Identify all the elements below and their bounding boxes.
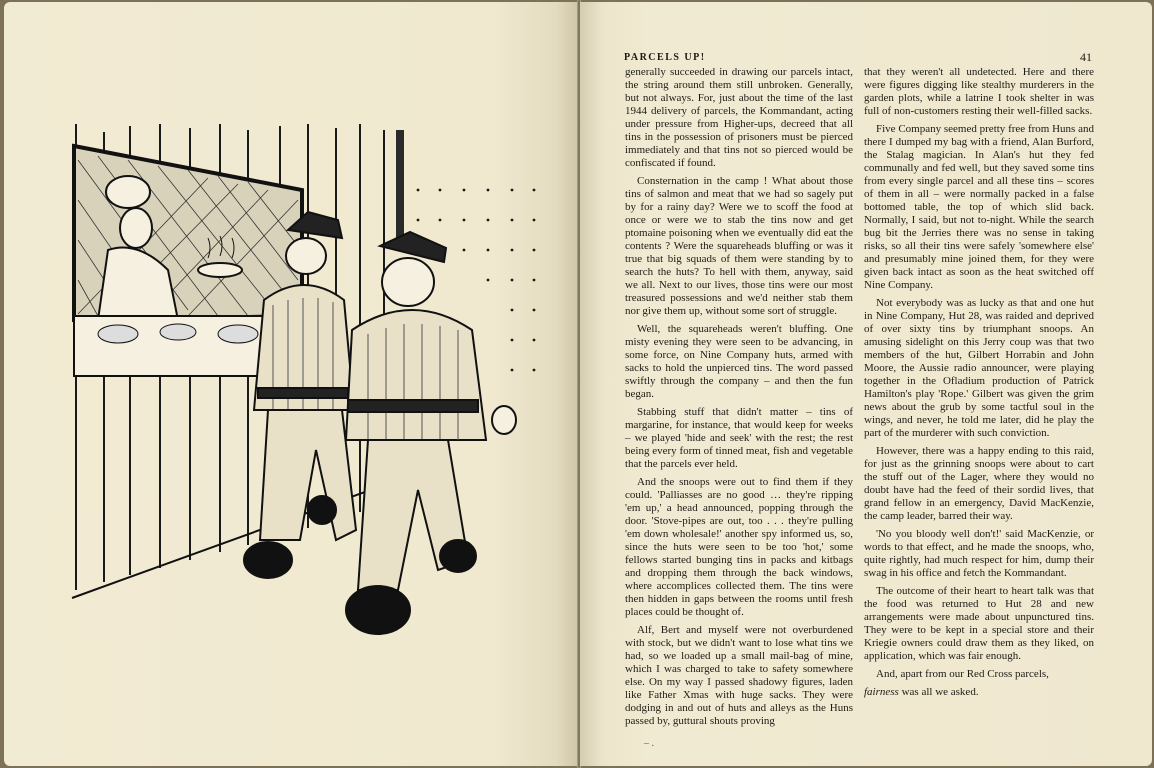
paragraph: Not everybody was as lucky as that and one hut in Nine Company, Hut 28, was raided and deprived of over sixty tins by triumphant snoops. An amusing sidelight on this Jerry coup was that two members of the hut, Gilbert Horrabin and John Moore, the Aussie radio announcer, were playing together in the Ofladium production of Patrick Hamilton's play 'Rope.' Gilbert was given the grim news about the grub by some tactful soul in the wings, and never, he told me later, did he play the part of the murderer with such conviction. — [864, 297, 1094, 439]
left-page — [4, 2, 578, 766]
cartoon-two-guards-and-cook-icon — [68, 120, 548, 660]
text-column-left — [625, 66, 853, 733]
paragraph: And the snoops were out to find them if they could. 'Palliasses are no good … they're ripping 'em up,' a head announced, popping through the door. 'Stove-pipes are out, too . . . they're pulling 'em down wholesale!' another spy informed us, so, since the huts were seen to be too 'hot,' some fellows started bunging tins in packs and kitbags and dropping them through the back windows, where accomplices collected them. The tins were then hidden in gaps between the rooms until fresh places could be thought of. — [625, 476, 853, 618]
page-number: 41 — [1080, 50, 1092, 64]
text-column-right — [864, 66, 1094, 704]
paragraph: Five Company seemed pretty free from Huns and there I dumped my bag with a friend, Alan Burford, the Stalag magician. In Alan's hut they fed communally and fed well, but they saved some tins from every single parcel and all these tins – scores of them in all – were normally packed in a false bottomed table, the top of which slid back. Normally, I said, but not to-night. While the search bug bit the Jerries there was no sense in taking risks, so all their tins were safely 'somewhere else' and presumably mine joined them, for they were given back intact as soon as the heat switched off Nine Company. — [864, 123, 1094, 291]
italic-word: fairness — [864, 686, 899, 698]
paragraph: 'No you bloody well don't!' said MacKenzie, or words to that effect, and he made the snoops, who, quite rightly, had much respect for him, dump their swag in his office and fetch the Kommandant. — [864, 528, 1094, 579]
paragraph: that they weren't all undetected. Here and there were figures digging like stealthy murderers in the garden plots, while a latrine I took shelter in was full of non-customers resting their well-filled sacks. — [864, 66, 1094, 117]
paragraph: And, apart from our Red Cross parcels, — [876, 668, 1049, 680]
paragraph-closing — [864, 686, 1094, 699]
running-head: PARCELS UP! — [624, 52, 706, 63]
paragraph: Consternation in the camp ! What about those tins of salmon and meat that we had so sagely put by for a rainy day? Were we to scoff the food at once or were we to stab the tins now and get ptomaine poisoning when we eventually did eat the contents ? Were the squareheads bluffing or was it true that big squads of them were standing by to search the huts? To hell with them, anyway, said we all. Next to our lives, those tins were our most treasured possessions and we'd neither stab them nor give them up, without some sort of struggle. — [625, 175, 853, 317]
paragraph: generally succeeded in drawing our parcels intact, the string around them still unbroken. Generally, but not always. For, just about the time of the last 1944 delivery of parcels, the Kommandant, acting under pressure from Higher-ups, decreed that all tins in the possession of prisoners must be pierced immediately and that tins not so pierced would be confiscated if found. — [625, 66, 853, 169]
paragraph: However, there was a happy ending to this raid, for just as the grinning snoops were about to cart the stuff out of the Lager, where they would no doubt have had the feed of their sordid lives, that grand fellow in an emergency, David MacKenzie, the camp leader, barred their way. — [864, 445, 1094, 522]
closing-text: was all we asked. — [898, 686, 979, 698]
paragraph: Alf, Bert and myself were not overburdened with stock, but we didn't want to lose what tins we had, so we loaded up a small mail-bag of mine, which I was charged to take to safety somewhere else. On my way I passed shadowy figures, laden like Father Xmas with huge sacks. They were dodging in and out of huts and alleys as the Huns passed by, guttural shouts proving — [625, 624, 853, 727]
paragraph: Stabbing stuff that didn't matter – tins of margarine, for instance, that would keep for weeks – we played 'hide and seek' with the rest; the rest being every form of tinned meat, fish and vegetable that the parcels ever held. — [625, 406, 853, 470]
paragraph: Well, the squareheads weren't bluffing. One misty evening they were seen to be advancing, in some force, on Nine Company huts, armed with sacks to hold the unpierced tins. The word passed swiftly through the company – and then the fun began. — [625, 323, 853, 400]
paragraph: The outcome of their heart to heart talk was that the food was returned to Hut 28 and new arrangements were made about unpunctured tins. They were to be kept in a special store and their Kriegie owners could draw them as they liked, on application, which was fair enough. — [864, 585, 1094, 662]
page-mark: – . — [644, 738, 654, 749]
